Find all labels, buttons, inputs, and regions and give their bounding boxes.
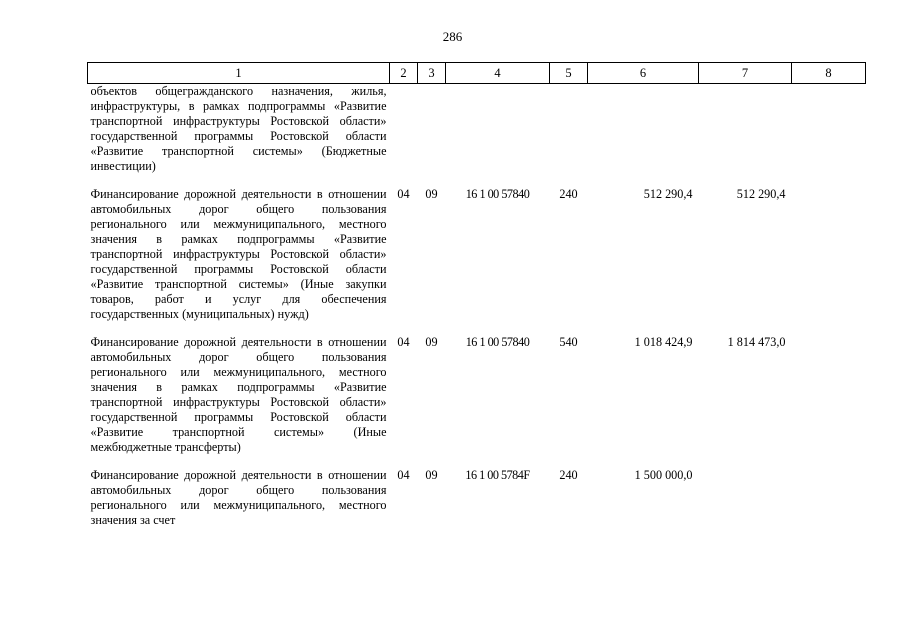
table-row <box>88 468 866 528</box>
column-header-2: 2 <box>390 63 418 84</box>
section-code <box>390 84 418 175</box>
table-row <box>88 187 866 322</box>
amount-col7 <box>699 84 792 175</box>
row-description: объектов общегражданского назначения, жилья, инфраструктуры, в рамках подпрограммы «Развитие транспортной инфраструктуры Ростовской области» государственной программы Ростовской области «Развитие транспортной системы» (Бюджетные инвестиции) <box>90 84 387 173</box>
amount-col8 <box>792 84 866 175</box>
amount-col7: 1 814 473,0 <box>727 335 786 349</box>
column-header-1: 1 <box>88 63 390 84</box>
row-spacer <box>88 174 866 187</box>
table-row <box>88 335 866 455</box>
amount-col6: 512 290,4 <box>643 187 693 201</box>
subsection-code <box>418 84 446 175</box>
table-row <box>88 84 866 175</box>
column-header-5: 5 <box>550 63 588 84</box>
column-header-3: 3 <box>418 63 446 84</box>
column-header-7: 7 <box>699 63 792 84</box>
target-article-code: 16 1 00 57840 <box>465 187 530 201</box>
amount-col6: 1 018 424,9 <box>634 335 693 349</box>
row-description: Финансирование дорожной деятельности в отношении автомобильных дорог общего пользования регионального или межмуниципального, местного значения в рамках подпрограммы «Развитие транспортной инфраструктуры Ростовской области» государственной программы Ростовской области «Развитие транспортной системы» (Иные закупки товаров, работ и услуг для обеспечения государственных (муниципальных) нужд) <box>90 187 387 321</box>
column-header-8: 8 <box>792 63 866 84</box>
target-article-code: 16 1 00 5784F <box>465 468 530 482</box>
expense-type-code: 240 <box>559 187 578 201</box>
page-number: 286 <box>442 29 463 44</box>
column-header-6: 6 <box>588 63 699 84</box>
row-description: Финансирование дорожной деятельности в отношении автомобильных дорог общего пользования регионального или межмуниципального, местного значения в рамках подпрограммы «Развитие транспортной инфраструктуры Ростовской области» государственной программы Ростовской области «Развитие транспортной системы» (Иные межбюджетные трансферты) <box>90 335 387 454</box>
row-spacer <box>88 455 866 468</box>
target-article-code <box>446 84 550 175</box>
expense-type-code: 540 <box>559 335 578 349</box>
amount-col7: 512 290,4 <box>736 187 786 201</box>
amount-col8 <box>792 187 866 322</box>
subsection-code: 09 <box>425 187 438 201</box>
row-description: Финансирование дорожной деятельности в отношении автомобильных дорог общего пользования регионального или межмуниципального, местного значения за счет <box>90 468 387 527</box>
amount-col6 <box>588 84 699 175</box>
amount-col8 <box>792 468 866 528</box>
section-code: 04 <box>397 335 410 349</box>
section-code: 04 <box>397 187 410 201</box>
subsection-code: 09 <box>425 468 438 482</box>
amount-col7 <box>699 468 792 528</box>
budget-table <box>87 62 866 528</box>
amount-col8 <box>792 335 866 455</box>
section-code: 04 <box>397 468 410 482</box>
row-spacer <box>88 322 866 335</box>
subsection-code: 09 <box>425 335 438 349</box>
expense-type-code <box>550 84 588 175</box>
column-header-4: 4 <box>446 63 550 84</box>
header-row <box>88 63 866 84</box>
target-article-code: 16 1 00 57840 <box>465 335 530 349</box>
expense-type-code: 240 <box>559 468 578 482</box>
amount-col6: 1 500 000,0 <box>634 468 693 482</box>
